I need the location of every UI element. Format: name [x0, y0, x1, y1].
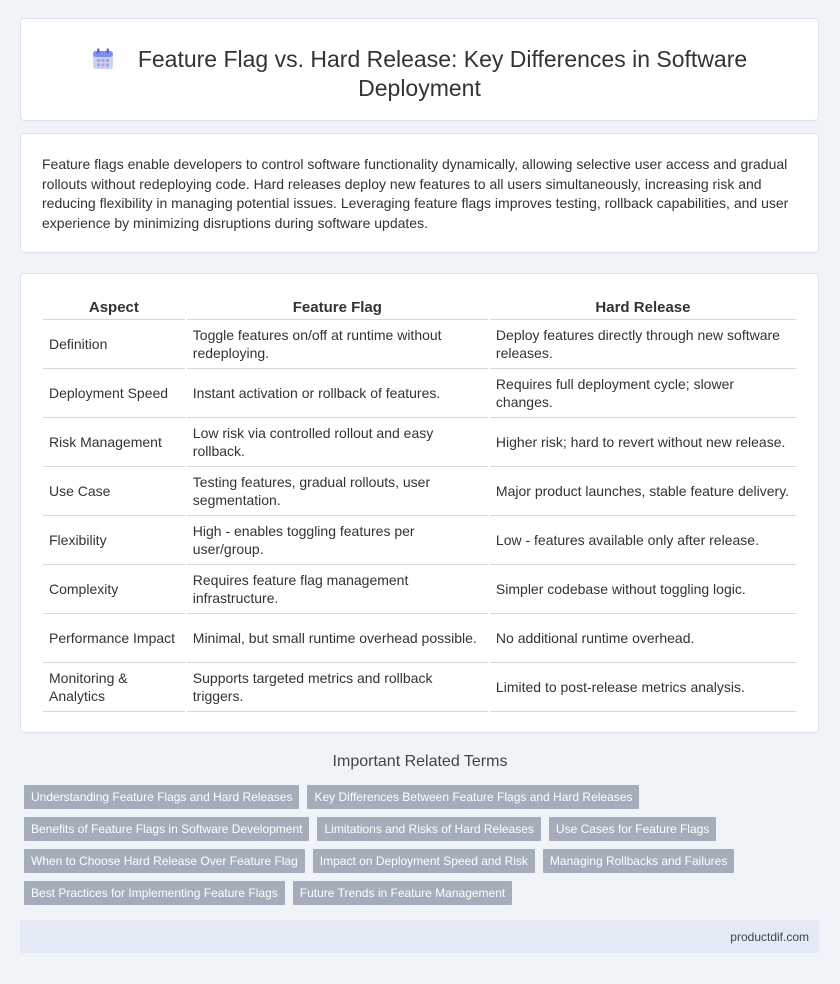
table-row — [43, 320, 796, 369]
page-title — [21, 45, 818, 103]
header-hard-release: Hard Release — [490, 294, 796, 320]
table-row — [43, 565, 796, 614]
comparison-table — [41, 294, 798, 712]
tag-row — [24, 785, 814, 809]
aspect-cell: Definition — [43, 320, 185, 369]
table-row — [43, 614, 796, 663]
header-feature-flag: Feature Flag — [187, 294, 488, 320]
comparison-card — [20, 273, 819, 733]
feature-flag-cell: High - enables toggling features per user/group. — [187, 516, 488, 565]
related-term-tag[interactable]: Limitations and Risks of Hard Releases — [317, 817, 540, 841]
related-term-tag[interactable]: Understanding Feature Flags and Hard Releases — [24, 785, 299, 809]
page-title-text: Feature Flag vs. Hard Release: Key Differences in Software Deployment — [137, 46, 748, 101]
tag-row — [24, 849, 814, 873]
footer-site-link[interactable]: productdif.com — [730, 930, 809, 944]
intro-card — [20, 133, 819, 253]
related-terms-heading: Important Related Terms — [332, 753, 508, 770]
hard-release-cell: Simpler codebase without toggling logic. — [490, 565, 796, 614]
table-row — [43, 418, 796, 467]
hard-release-cell: Limited to post-release metrics analysis. — [490, 663, 796, 712]
related-term-tag[interactable]: When to Choose Hard Release Over Feature Flag — [24, 849, 305, 873]
feature-flag-cell: Low risk via controlled rollout and easy rollback. — [187, 418, 488, 467]
tag-row — [24, 881, 814, 905]
hard-release-cell: Requires full deployment cycle; slower changes. — [490, 369, 796, 418]
hard-release-cell: No additional runtime overhead. — [490, 614, 796, 663]
table-row — [43, 467, 796, 516]
calendar-icon — [92, 48, 114, 70]
related-term-tag[interactable]: Impact on Deployment Speed and Risk — [313, 849, 535, 873]
related-term-tag[interactable]: Future Trends in Feature Management — [293, 881, 512, 905]
aspect-cell: Monitoring & Analytics — [43, 663, 185, 712]
intro-paragraph: Feature flags enable developers to control software functionality dynamically, allowing selective user access and gradual rollouts without redeploying code. Hard releases deploy new features to all users simultaneously, increasing risk and reducing flexibility in managing potential issues. Leveraging feature flags improves testing, rollback capabilities, and user experience by minimizing disruptions during software updates. — [42, 156, 789, 231]
feature-flag-cell: Requires feature flag management infrastructure. — [187, 565, 488, 614]
table-row — [43, 663, 796, 712]
related-term-tag[interactable]: Best Practices for Implementing Feature Flags — [24, 881, 285, 905]
aspect-cell: Risk Management — [43, 418, 185, 467]
table-header-row — [43, 294, 796, 320]
title-card — [20, 18, 819, 121]
related-term-tag[interactable]: Key Differences Between Feature Flags and Hard Releases — [307, 785, 639, 809]
aspect-cell: Complexity — [43, 565, 185, 614]
feature-flag-cell: Toggle features on/off at runtime without redeploying. — [187, 320, 488, 369]
related-term-tag[interactable]: Benefits of Feature Flags in Software Development — [24, 817, 309, 841]
related-term-tag[interactable]: Managing Rollbacks and Failures — [543, 849, 734, 873]
aspect-cell: Deployment Speed — [43, 369, 185, 418]
tag-row — [24, 817, 814, 841]
table-row — [43, 516, 796, 565]
hard-release-cell: Higher risk; hard to revert without new release. — [490, 418, 796, 467]
related-term-tag[interactable]: Use Cases for Feature Flags — [549, 817, 716, 841]
header-aspect: Aspect — [43, 294, 185, 320]
table-row — [43, 369, 796, 418]
hard-release-cell: Major product launches, stable feature delivery. — [490, 467, 796, 516]
aspect-cell: Performance Impact — [43, 614, 185, 663]
hard-release-cell: Low - features available only after release. — [490, 516, 796, 565]
footer — [20, 920, 819, 953]
related-terms-tags — [24, 785, 814, 913]
feature-flag-cell: Testing features, gradual rollouts, user segmentation. — [187, 467, 488, 516]
feature-flag-cell: Supports targeted metrics and rollback triggers. — [187, 663, 488, 712]
feature-flag-cell: Instant activation or rollback of features. — [187, 369, 488, 418]
aspect-cell: Flexibility — [43, 516, 185, 565]
aspect-cell: Use Case — [43, 467, 185, 516]
hard-release-cell: Deploy features directly through new software releases. — [490, 320, 796, 369]
feature-flag-cell: Minimal, but small runtime overhead possible. — [187, 614, 488, 663]
